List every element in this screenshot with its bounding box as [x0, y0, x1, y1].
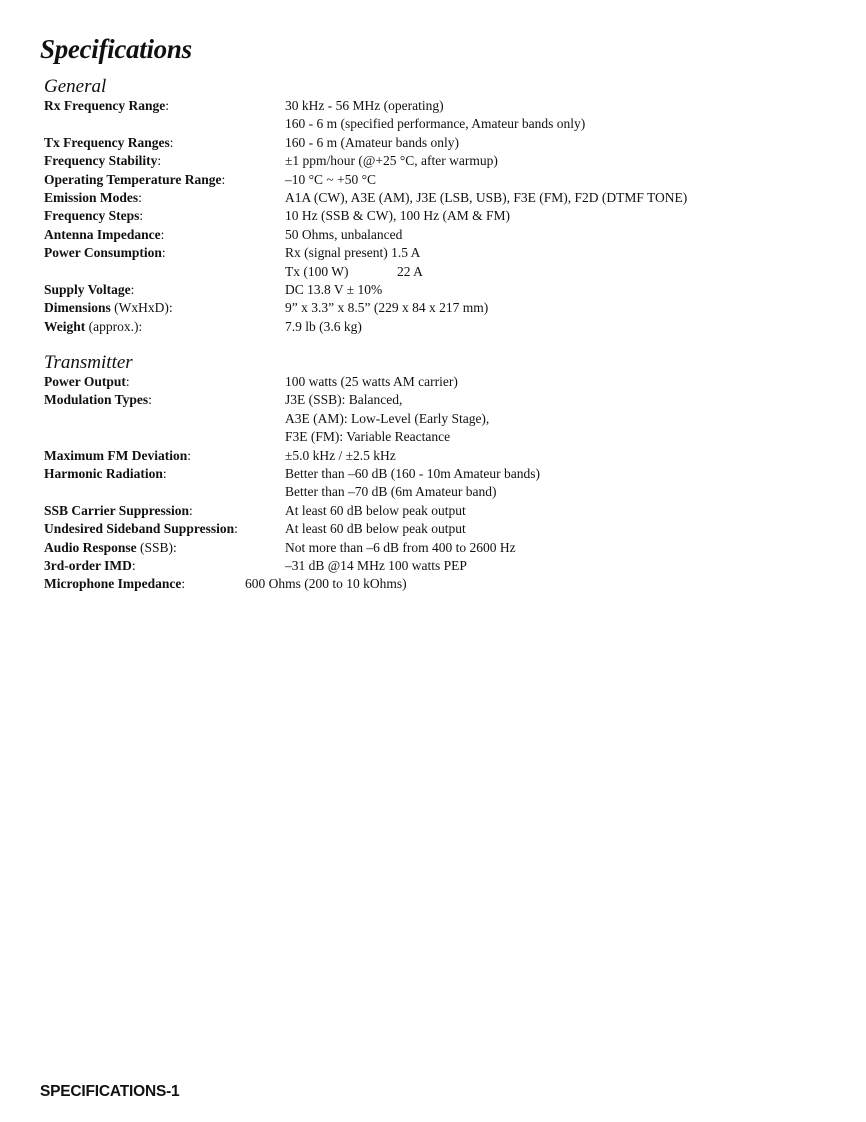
spec-row-dimensions [44, 299, 844, 317]
spec-row-weight [44, 318, 844, 336]
spec-row-rx-frequency-range [44, 97, 844, 134]
spec-row-operating-temperature [44, 171, 844, 189]
section-title: General [44, 76, 107, 97]
spec-value: At least 60 dB below peak output [285, 521, 466, 537]
spec-row-harmonic-radiation [44, 465, 844, 502]
spec-label: Rx Frequency Range: [44, 98, 170, 113]
spec-label: Weight (approx.): [44, 318, 143, 334]
spec-value: Not more than –6 dB from 400 to 2600 Hz [285, 539, 516, 555]
spec-row-power-consumption [44, 244, 844, 281]
spec-value: 600 Ohms (200 to 10 kOhms) [245, 576, 407, 592]
spec-value: J3E (SSB): Balanced, A3E (AM): Low-Level (Early Stage), F3E (FM): Variable Reactance [285, 392, 490, 445]
spec-row-supply-voltage [44, 281, 844, 299]
spec-label: Operating Temperature Range: [44, 171, 226, 187]
spec-label: Power Consumption: [44, 245, 166, 261]
spec-label: Supply Voltage: [44, 282, 135, 298]
spec-row-ssb-carrier-suppression [44, 502, 844, 520]
spec-row-undesired-sideband [44, 520, 844, 538]
spec-label: Emission Modes: [44, 190, 142, 206]
spec-row-modulation-types [44, 391, 844, 446]
spec-value: –31 dB @14 MHz 100 watts PEP [285, 558, 467, 574]
spec-label: Tx Frequency Ranges: [44, 134, 174, 150]
spec-label: Antenna Impedance: [44, 226, 165, 242]
spec-row-3rd-order-imd [44, 557, 844, 575]
spec-label: Audio Response (SSB): [44, 539, 177, 555]
spec-value: A1A (CW), A3E (AM), J3E (LSB, USB), F3E (FM), F2D (DTMF TONE) [285, 190, 688, 206]
spec-value: Rx (signal present) 1.5 A Tx (100 W) 22 A [285, 245, 423, 279]
spec-row-power-output [44, 373, 844, 391]
spec-value: 30 kHz - 56 MHz (operating) 160 - 6 m (specified performance, Amateur bands only) [285, 98, 586, 132]
spec-row-max-fm-deviation [44, 447, 844, 465]
spec-value: 160 - 6 m (Amateur bands only) [285, 134, 459, 150]
spec-value: ±1 ppm/hour (@+25 °C, after warmup) [285, 153, 498, 169]
spec-label: Dimensions (WxHxD): [44, 300, 173, 316]
spec-label: Microphone Impedance: [44, 576, 186, 592]
spec-row-tx-frequency-ranges [44, 134, 844, 152]
spec-value: 7.9 lb (3.6 kg) [285, 318, 362, 334]
spec-value: ±5.0 kHz / ±2.5 kHz [285, 447, 396, 463]
spec-row-antenna-impedance [44, 226, 844, 244]
spec-label: Frequency Steps: [44, 208, 144, 224]
spec-label: SSB Carrier Suppression: [44, 502, 193, 518]
spec-row-microphone-impedance [44, 575, 844, 593]
spec-row-frequency-steps [44, 207, 844, 225]
spec-label: Modulation Types: [44, 392, 152, 408]
spec-row-frequency-stability [44, 152, 844, 170]
spec-value: 100 watts (25 watts AM carrier) [285, 374, 458, 389]
page-title: Specifications [40, 34, 192, 64]
spec-value: Better than –60 dB (160 - 10m Amateur bands) Better than –70 dB (6m Amateur band) [285, 466, 540, 500]
transmitter-section [44, 352, 844, 594]
spec-label: Maximum FM Deviation: [44, 447, 191, 463]
general-section [44, 76, 844, 336]
spec-value: 10 Hz (SSB & CW), 100 Hz (AM & FM) [285, 208, 510, 224]
spec-label: 3rd-order IMD: [44, 558, 136, 574]
spec-value: 9” x 3.3” x 8.5” (229 x 84 x 217 mm) [285, 300, 489, 316]
spec-value: –10 °C ~ +50 °C [285, 171, 376, 187]
spec-label: Power Output: [44, 374, 130, 389]
page-footer: SPECIFICATIONS-1 [40, 1083, 180, 1100]
spec-value: 50 Ohms, unbalanced [285, 226, 403, 242]
spec-value: At least 60 dB below peak output [285, 502, 466, 518]
spec-row-audio-response [44, 539, 844, 557]
spec-label: Frequency Stability: [44, 153, 162, 169]
section-title: Transmitter [44, 352, 133, 373]
spec-label: Undesired Sideband Suppression: [44, 521, 238, 537]
spec-label: Harmonic Radiation: [44, 466, 167, 482]
spec-row-emission-modes [44, 189, 844, 207]
spec-value: DC 13.8 V ± 10% [285, 282, 383, 298]
